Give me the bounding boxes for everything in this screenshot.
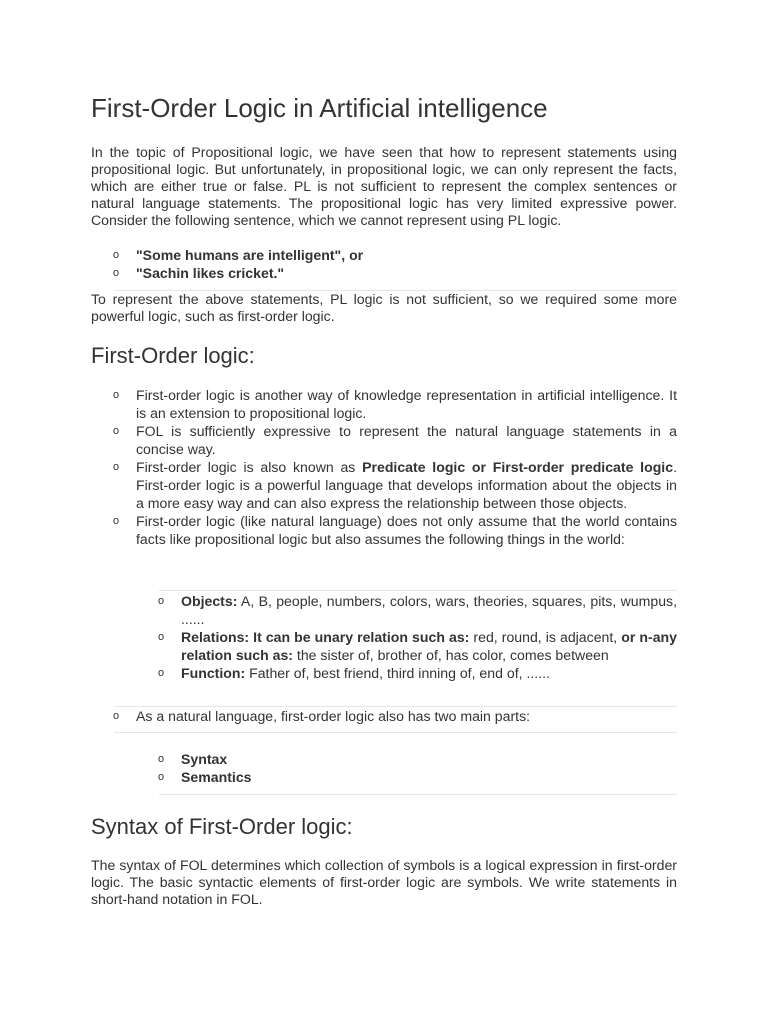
bullet-icon: o (113, 425, 120, 437)
bullet-icon: o (158, 771, 165, 783)
fol-point-text: First-order logic (like natural language) does not only assume that the world contains facts like propositional logic but also assumes the following things in the world: (136, 513, 677, 547)
function-label: Function: (181, 665, 246, 681)
relations-text-2: the sister of, brother of, has color, comes between (293, 647, 609, 663)
relations-label: Relations: It can be unary relation such as: (181, 629, 470, 645)
section-heading-fol: First-Order logic: (91, 343, 255, 368)
syntax-paragraph: The syntax of FOL determines which collection of symbols is a logical expression in first-order logic. The basic syntactic elements of first-order logic are symbols. We write statements in short-hand notation in FOL. (91, 857, 677, 907)
list-item (113, 246, 677, 264)
bullet-icon: o (158, 631, 165, 643)
bullet-icon: o (113, 249, 120, 261)
bullet-icon: o (158, 595, 165, 607)
bullet-icon: o (113, 267, 120, 279)
page-title: First-Order Logic in Artificial intelligence (91, 93, 548, 123)
bullet-icon: o (113, 461, 120, 473)
section-heading-syntax: Syntax of First-Order logic: (91, 814, 353, 839)
example-text: "Sachin likes cricket." (136, 265, 285, 281)
bullet-icon: o (113, 389, 120, 401)
part-label: Syntax (181, 751, 228, 767)
list-item (113, 512, 677, 548)
objects-text: A, B, people, numbers, colors, wars, theories, squares, pits, wumpus, ...... (181, 593, 677, 627)
example-text: "Some humans are intelligent", or (136, 247, 364, 263)
fol-point-text: As a natural language, first-order logic also has two main parts: (136, 708, 531, 724)
example-list (113, 246, 677, 282)
list-item (158, 628, 677, 664)
fol-point-text: First-order logic is another way of knowledge representation in artificial intelligence. It is an extension to propositional logic. (136, 387, 677, 421)
fol-point-text: . First-order logic is a powerful language that develops information about the objects in a more easy way and can also express the relationship between those objects. (136, 459, 677, 511)
fol-points-list (113, 386, 677, 548)
divider (114, 732, 677, 733)
part-label: Semantics (181, 769, 252, 785)
world-things-list (158, 592, 677, 682)
relations-label-2: or n-any relation such as: (181, 629, 677, 663)
main-parts-list (158, 750, 677, 786)
divider (159, 794, 677, 795)
list-item (158, 750, 677, 768)
fol-point-text: FOL is sufficiently expressive to represent the natural language statements in a concise way. (136, 423, 677, 457)
bullet-icon: o (158, 667, 165, 679)
bullet-icon: o (113, 515, 120, 527)
list-item (158, 592, 677, 628)
list-item (113, 386, 677, 422)
fol-point-text: First-order logic is also known as (136, 459, 363, 475)
main-parts-intro-list (113, 707, 677, 725)
relations-text: red, round, is adjacent, (469, 629, 622, 645)
divider (159, 590, 677, 591)
bullet-icon: o (158, 753, 165, 765)
list-item (158, 768, 677, 786)
function-text: Father of, best friend, third inning of, end of, ...... (245, 665, 550, 681)
after-examples-paragraph: To represent the above statements, PL logic is not sufficient, so we required some more powerful logic, such as first-order logic. (91, 291, 677, 324)
intro-paragraph: In the topic of Propositional logic, we have seen that how to represent statements using propositional logic. But unfortunately, in propositional logic, we can only represent the facts, which are either true or false. PL is not sufficient to represent the complex sentences or natural language statements. The propositional logic has very limited expressive power. Consider the following sentence, which we cannot represent using PL logic. (91, 144, 677, 228)
fol-point-bold: Predicate logic or First-order predicate logic (362, 459, 674, 475)
list-item (113, 458, 677, 512)
list-item (113, 264, 677, 282)
objects-label: Objects: (181, 593, 238, 609)
bullet-icon: o (113, 710, 120, 722)
list-item (113, 707, 677, 725)
list-item (113, 422, 677, 458)
list-item (158, 664, 677, 682)
